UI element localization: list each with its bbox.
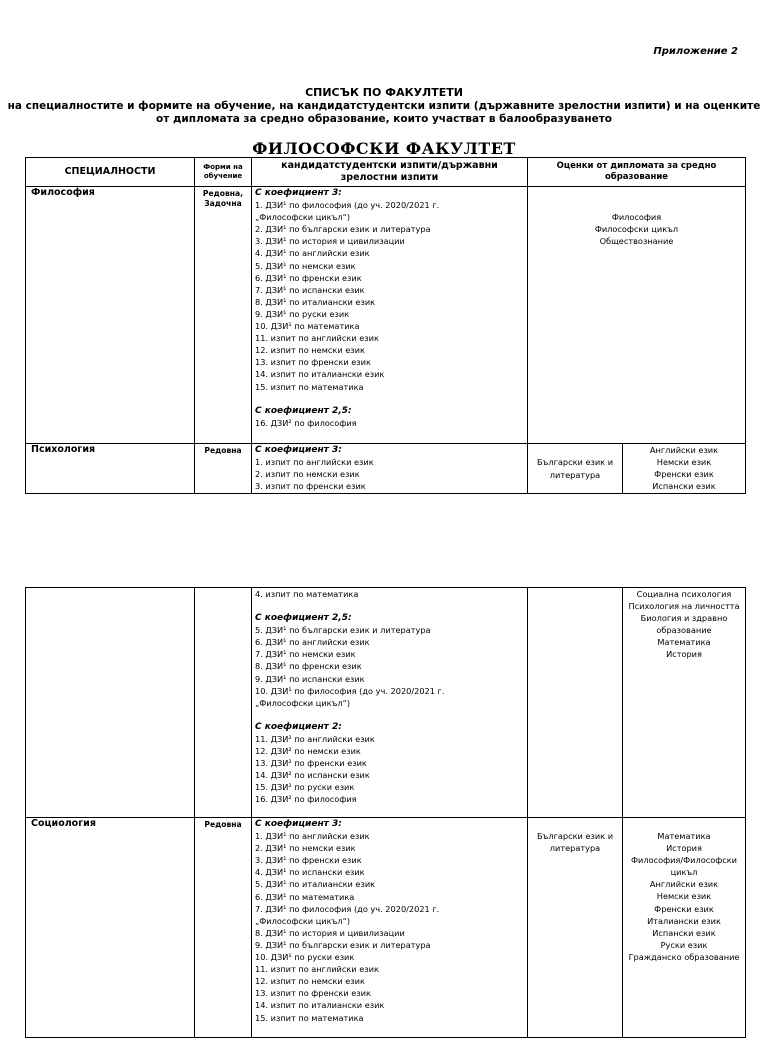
list-item: 4. изпит по математика [255, 589, 359, 599]
specialty-name: Социология [26, 818, 195, 1038]
list-item: 4. ДЗИ¹ по английски език [255, 248, 370, 259]
study-form: Редовна [195, 444, 252, 494]
list-item: 13. изпит по френски език [255, 988, 371, 999]
document-subtitle: на специалностите и формите на обучение, на кандидатстудентски изпити (държавните зрелостни изпити) и на оценките от дипломата за средно образование, които участват в балообразуването [7, 100, 761, 125]
table-row-philosophy [26, 187, 746, 444]
list-item: 9. ДЗИ¹ по български език и литература [255, 939, 431, 950]
appendix-label: Приложение 2 [653, 46, 738, 57]
specialty-name: Философия [26, 187, 195, 444]
list-item: Математика [657, 831, 711, 841]
list-item: 12. изпит по немски език [255, 345, 365, 356]
exams-cell [252, 187, 528, 444]
table-row-sociology [26, 818, 746, 1038]
list-item: 10. ДЗИ¹ по математика [255, 321, 360, 332]
list-item: Английски език [649, 879, 719, 890]
coefficient-label: С коефициент 2,5: [255, 613, 352, 624]
list-item: 7. ДЗИ¹ по философия (до уч. 2020/2021 г. [255, 903, 440, 914]
grades-cell-specific [623, 818, 746, 1038]
list-item: 11. ДЗИ² по английски език [255, 733, 375, 744]
list-item: 2. изпит по немски език [255, 469, 360, 480]
list-item: „Философски цикъл“) [255, 212, 351, 223]
list-item: 12. изпит по немски език [255, 976, 365, 987]
grades-cell-general [528, 818, 623, 1038]
exams-cell [252, 818, 528, 1038]
list-item: 2. ДЗИ¹ по български език и литература [255, 224, 431, 235]
list-item: 5. ДЗИ¹ по немски език [255, 260, 356, 271]
list-item: 6. ДЗИ¹ по френски език [255, 272, 362, 283]
specialty-name: Психология [26, 444, 195, 494]
list-item: Психология на личността [628, 601, 740, 612]
exams-cell [252, 588, 528, 818]
table-header-row [26, 158, 746, 187]
list-item: 6. ДЗИ¹ по английски език [255, 637, 370, 648]
list-item: 7. ДЗИ¹ по испански език [255, 284, 365, 295]
list-item: Английски език [649, 445, 719, 455]
grades-cell-general [528, 444, 623, 494]
exams-cell [252, 444, 528, 494]
list-item: 9. ДЗИ¹ по испански език [255, 673, 365, 684]
list-item: Френски език [654, 469, 714, 480]
list-item: 13. ДЗИ² по френски език [255, 758, 367, 769]
list-item: 8. ДЗИ¹ по италиански език [255, 296, 376, 307]
study-form: Редовна [195, 818, 252, 1038]
list-item: Социална психология [636, 589, 732, 599]
list-item: литература [549, 843, 601, 854]
list-item: Математика [657, 637, 711, 648]
list-item: 13. изпит по френски език [255, 357, 371, 368]
list-item: 3. изпит по френски език [255, 481, 366, 492]
coefficient-label: С коефициент 2,5: [255, 405, 352, 416]
list-item: Философия/Философски [630, 855, 738, 866]
list-item: Обществознание [599, 236, 674, 247]
list-item: 14. изпит по италиански език [255, 369, 385, 380]
list-item: Италиански език [647, 915, 721, 926]
list-item: Биология и здравно [640, 613, 728, 624]
list-item: 11. изпит по английски език [255, 964, 379, 975]
list-item: Френски език [654, 903, 714, 914]
list-item: Испански език [652, 927, 716, 938]
list-item: 3. ДЗИ¹ по френски език [255, 855, 362, 866]
list-item: 5. ДЗИ¹ по италиански език [255, 879, 376, 890]
list-item: 4. ДЗИ¹ по испански език [255, 867, 365, 878]
list-item: 2. ДЗИ¹ по немски език [255, 843, 356, 854]
grades-cell-specific [623, 588, 746, 818]
list-item: образование [656, 625, 712, 636]
list-item: Испански език [652, 481, 716, 492]
list-item: Гражданско образование [628, 951, 740, 962]
list-item: 1. ДЗИ¹ по философия (до уч. 2020/2021 г. [255, 200, 440, 211]
list-item: „Философски цикъл“) [255, 697, 351, 708]
list-item: 1. изпит по английски език [255, 457, 374, 468]
list-item: 15. ДЗИ² по руски език [255, 782, 355, 793]
col-header-form: Форми на обучение [195, 158, 252, 187]
list-item: 10. ДЗИ¹ по руски език [255, 952, 355, 963]
list-item: 12. ДЗИ² по немски език [255, 746, 361, 757]
faculty-title: ФИЛОСОФСКИ ФАКУЛТЕТ [252, 139, 516, 158]
list-item: Български език и [536, 831, 614, 841]
coefficient-label: С коефициент 3: [255, 188, 342, 198]
list-item: 3. ДЗИ¹ по история и цивилизации [255, 236, 405, 247]
table-row-psychology-cont [26, 588, 746, 818]
list-item: Философия [611, 212, 662, 222]
list-item: 1. ДЗИ¹ по английски език [255, 831, 370, 842]
grades-cell-specific [623, 444, 746, 494]
list-item: 5. ДЗИ¹ по български език и литература [255, 625, 431, 636]
coefficient-label: С коефициент 2: [255, 721, 342, 732]
study-form: Редовна, Задочна [195, 187, 252, 444]
list-item: 16. ДЗИ² по философия [255, 417, 357, 428]
list-item: Немски език [656, 457, 712, 468]
grades-cell [528, 187, 746, 444]
col-header-exams: кандидатстудентски изпити/държавни зрелостни изпити [252, 158, 528, 187]
list-item: 9. ДЗИ¹ по руски език [255, 308, 350, 319]
list-item: 6. ДЗИ¹ по математика [255, 891, 355, 902]
list-item: 14. изпит по италиански език [255, 1000, 385, 1011]
col-header-grades: Оценки от дипломата за средно образование [528, 158, 746, 187]
specialties-table-part1 [25, 157, 746, 494]
coefficient-label: С коефициент 3: [255, 445, 342, 455]
list-item: 15. изпит по математика [255, 381, 364, 392]
list-item: 16. ДЗИ² по философия [255, 794, 357, 805]
document-title: СПИСЪК ПО ФАКУЛТЕТИ [305, 86, 463, 99]
list-item: „Философски цикъл“) [255, 915, 351, 926]
list-item: История [666, 649, 702, 660]
list-item: Немски език [656, 891, 712, 902]
specialties-table-part2 [25, 587, 746, 1038]
list-item: 15. изпит по математика [255, 1012, 364, 1023]
list-item: 14. ДЗИ² по испански език [255, 770, 370, 781]
list-item: Български език и литература [536, 457, 614, 480]
col-header-specialties: СПЕЦИАЛНОСТИ [26, 158, 195, 187]
list-item: Философски цикъл [594, 224, 679, 235]
list-item: цикъл [670, 867, 698, 878]
list-item: История [666, 843, 702, 854]
coefficient-label: С коефициент 3: [255, 819, 342, 829]
list-item: 8. ДЗИ¹ по френски език [255, 661, 362, 672]
list-item: 10. ДЗИ¹ по философия (до уч. 2020/2021 г. [255, 685, 445, 696]
list-item: Руски език [660, 939, 708, 950]
list-item: 7. ДЗИ¹ по немски език [255, 649, 356, 660]
list-item: 11. изпит по английски език [255, 333, 379, 344]
list-item: 8. ДЗИ¹ по история и цивилизации [255, 927, 405, 938]
table-row-psychology [26, 444, 746, 494]
